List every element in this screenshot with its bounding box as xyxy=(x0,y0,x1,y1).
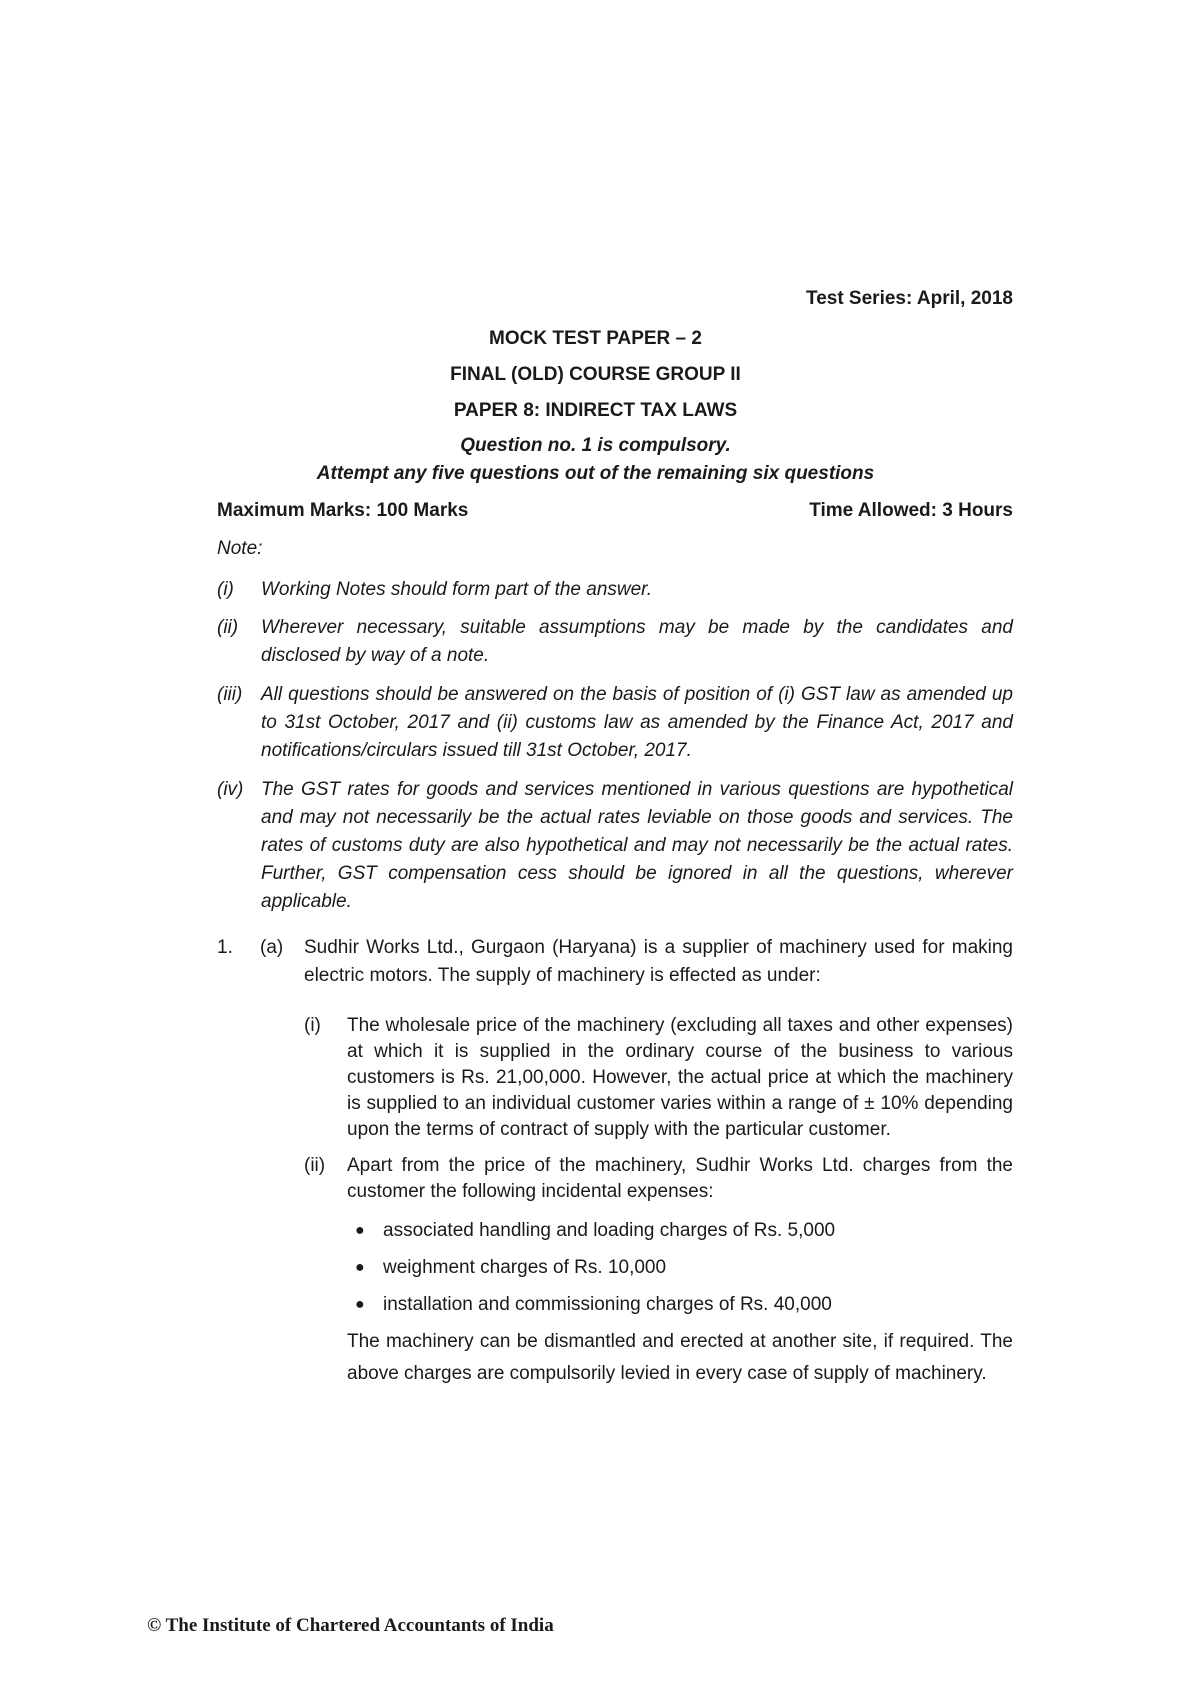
bullet-text: weighment charges of Rs. 10,000 xyxy=(383,1257,667,1278)
bullet-text: associated handling and loading charges of Rs. 5,000 xyxy=(383,1220,836,1241)
bullet-item xyxy=(347,1292,1013,1318)
item-text: The wholesale price of the machinery (excluding all taxes and other expenses) at which it is supplied in the ordinary course of the business to various customers is Rs. 21,00,000. However, the actual price at which the machinery is supplied to an individual customer varies within a range of ± 10% depending upon the terms of contract of supply with the particular customer. xyxy=(347,1015,1013,1140)
closing-paragraph: The machinery can be dismantled and erected at another site, if required. The above charges are compulsorily levied in every case of supply of machinery. xyxy=(347,1331,1013,1384)
instruction-attempt: Attempt any five questions out of the remaining six questions xyxy=(316,463,875,484)
question-item xyxy=(304,1013,1013,1143)
note-item xyxy=(217,776,1013,916)
note-number: (i) xyxy=(217,579,234,600)
note-number: (iv) xyxy=(217,779,244,800)
item-number: (ii) xyxy=(304,1155,326,1176)
item-number: (i) xyxy=(304,1015,321,1036)
test-series-label: Test Series: April, 2018 xyxy=(806,288,1013,309)
paper-title: MOCK TEST PAPER – 2 xyxy=(489,328,702,349)
question-number: 1. xyxy=(217,937,233,958)
copyright-footer: © The Institute of Chartered Accountants of India xyxy=(147,1615,554,1636)
maximum-marks: Maximum Marks: 100 Marks xyxy=(217,500,469,521)
note-item xyxy=(217,681,1013,765)
note-text: Working Notes should form part of the answer. xyxy=(261,579,653,600)
question-item xyxy=(304,1153,1013,1205)
bullet-item xyxy=(347,1255,1013,1281)
question-part: (a) xyxy=(260,937,284,958)
note-number: (ii) xyxy=(217,617,239,638)
bullet-icon: ● xyxy=(355,1296,365,1313)
bullet-icon: ● xyxy=(355,1222,365,1239)
instruction-compulsory: Question no. 1 is compulsory. xyxy=(460,435,731,456)
note-heading: Note: xyxy=(217,538,263,559)
course-title: FINAL (OLD) COURSE GROUP II xyxy=(450,364,741,385)
item-text: Apart from the price of the machinery, Sudhir Works Ltd. charges from the customer the following incidental expenses: xyxy=(347,1155,1013,1202)
bullet-item xyxy=(347,1218,1013,1244)
note-text: Wherever necessary, suitable assumptions may be made by the candidates and disclosed by way of a note. xyxy=(261,617,1013,666)
note-text: The GST rates for goods and services mentioned in various questions are hypothetical and may not necessarily be the actual rates leviable on those goods and services. The rates of customs duty are also hypothetical and may not necessarily be the actual rates. Further, GST compensation cess should be ignored in all the questions, wherever applicable. xyxy=(261,779,1013,912)
note-number: (iii) xyxy=(217,684,243,705)
bullet-text: installation and commissioning charges of Rs. 40,000 xyxy=(383,1294,832,1315)
note-item xyxy=(217,576,1013,604)
question-intro: Sudhir Works Ltd., Gurgaon (Haryana) is a supplier of machinery used for making electric motors. The supply of machinery is effected as under: xyxy=(304,937,1013,986)
time-allowed: Time Allowed: 3 Hours xyxy=(809,500,1013,521)
note-item xyxy=(217,614,1013,670)
note-text: All questions should be answered on the basis of position of (i) GST law as amended up to 31st October, 2017 and (ii) customs law as amended by the Finance Act, 2017 and notifications/circulars issued till 31st October, 2017. xyxy=(261,684,1013,761)
bullet-icon: ● xyxy=(355,1259,365,1276)
paper-subject: PAPER 8: INDIRECT TAX LAWS xyxy=(453,400,738,421)
